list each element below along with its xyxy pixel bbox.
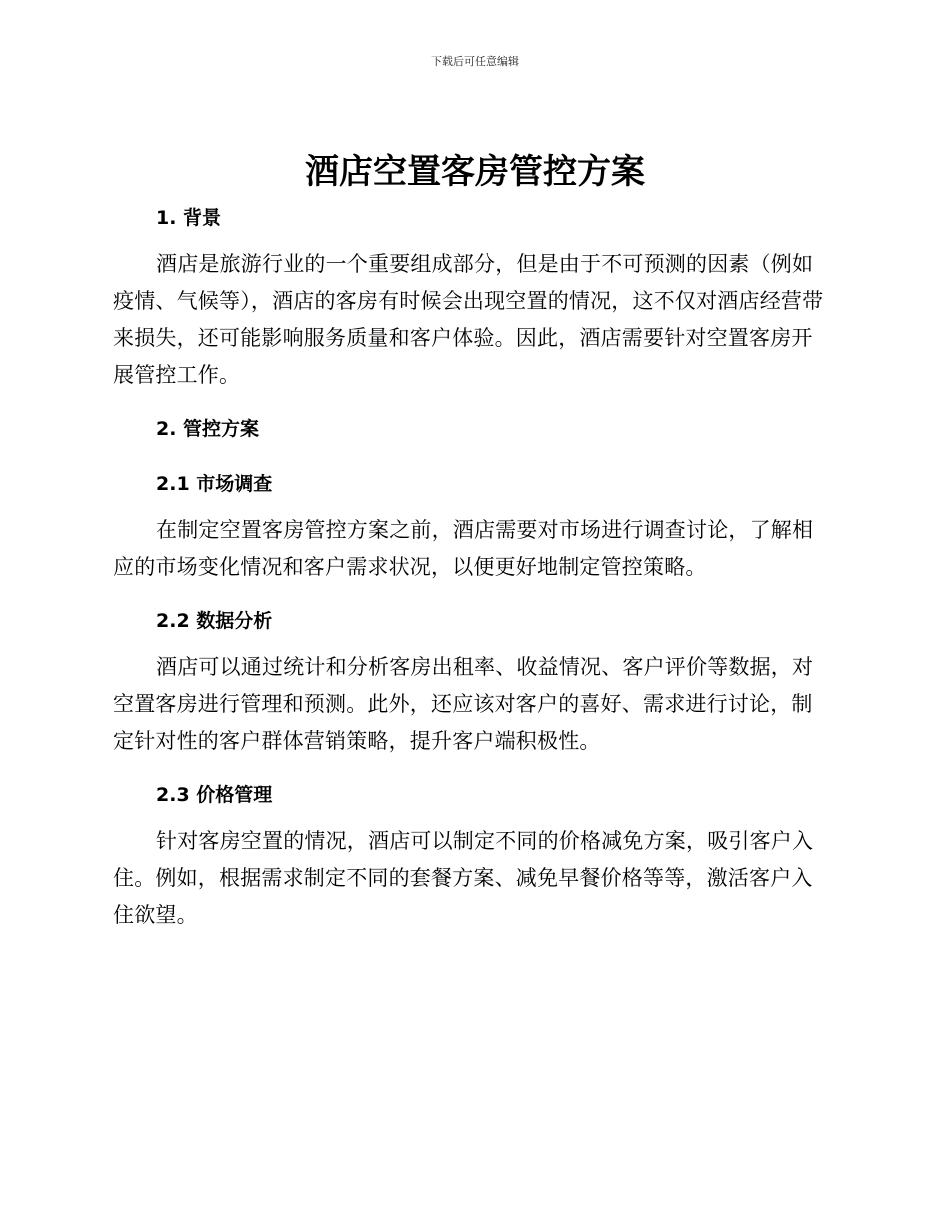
section-paragraph-price-management: 针对客房空置的情况，酒店可以制定不同的价格减免方案，吸引客户入住。例如，根据需求制定不同的套餐方案、减免早餐价格等等，激活客户入住欲望。 bbox=[113, 829, 814, 927]
document-body bbox=[113, 198, 833, 934]
document-title: 酒店空置客房管控方案 bbox=[305, 152, 645, 192]
section-heading-price-management: 2.3 价格管理 bbox=[156, 784, 273, 806]
section-heading-background: 1. 背景 bbox=[156, 207, 222, 229]
section-heading-control-plan: 2. 管控方案 bbox=[156, 418, 260, 440]
section-heading-data-analysis: 2.2 数据分析 bbox=[156, 610, 273, 632]
section-paragraph-market-research: 在制定空置客房管控方案之前，酒店需要对市场进行调查讨论，了解相应的市场变化情况和客户需求状况，以便更好地制定管控策略。 bbox=[113, 518, 814, 579]
page-header-watermark: 下载后可任意编辑 bbox=[431, 55, 519, 68]
section-heading-market-research: 2.1 市场调查 bbox=[156, 473, 273, 495]
section-paragraph-background: 酒店是旅游行业的一个重要组成部分，但是由于不可预测的因素（例如疫情、气候等），酒店的客房有时候会出现空置的情况，这不仅对酒店经营带来损失，还可能影响服务质量和客户体验。因此，酒店需要针对空置客房开展管控工作。 bbox=[113, 252, 824, 387]
section-paragraph-data-analysis: 酒店可以通过统计和分析客房出租率、收益情况、客户评价等数据，对空置客房进行管理和预测。此外，还应该对客户的喜好、需求进行讨论，制定针对性的客户群体营销策略，提升客户端积极性。 bbox=[113, 655, 814, 753]
